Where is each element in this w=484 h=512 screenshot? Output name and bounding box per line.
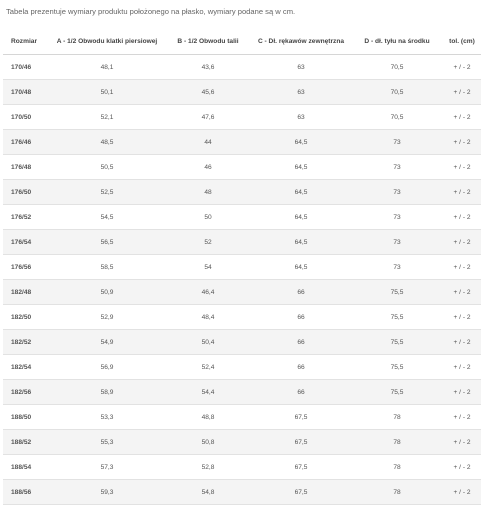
chest-cell: 57,3	[49, 455, 165, 480]
chest-cell: 50,1	[49, 80, 165, 105]
chest-cell: 59,3	[49, 480, 165, 505]
tolerance-cell: + / - 2	[443, 105, 481, 130]
back-length-cell: 73	[351, 255, 443, 280]
waist-cell: 48,8	[165, 405, 251, 430]
back-length-cell: 73	[351, 205, 443, 230]
sleeve-cell: 67,5	[251, 480, 351, 505]
chest-cell: 53,3	[49, 405, 165, 430]
waist-cell: 54,8	[165, 480, 251, 505]
waist-cell: 52,8	[165, 455, 251, 480]
tolerance-cell: + / - 2	[443, 155, 481, 180]
size-cell: 182/54	[3, 355, 49, 380]
waist-cell: 45,6	[165, 80, 251, 105]
size-table	[3, 29, 481, 505]
sleeve-cell: 63	[251, 105, 351, 130]
chest-cell: 54,5	[49, 205, 165, 230]
chest-cell: 48,5	[49, 130, 165, 155]
table-body	[3, 55, 481, 505]
chest-cell: 55,3	[49, 430, 165, 455]
waist-cell: 52,4	[165, 355, 251, 380]
table-row	[3, 130, 481, 155]
chest-cell: 58,9	[49, 380, 165, 405]
size-cell: 188/56	[3, 480, 49, 505]
back-length-cell: 75,5	[351, 355, 443, 380]
size-cell: 182/48	[3, 280, 49, 305]
sleeve-cell: 64,5	[251, 155, 351, 180]
waist-cell: 48	[165, 180, 251, 205]
back-length-cell: 70,5	[351, 105, 443, 130]
chest-cell: 52,9	[49, 305, 165, 330]
table-row	[3, 430, 481, 455]
column-header-tolerance: tol. (cm)	[443, 29, 481, 55]
sleeve-cell: 66	[251, 305, 351, 330]
table-row	[3, 80, 481, 105]
tolerance-cell: + / - 2	[443, 205, 481, 230]
size-cell: 170/50	[3, 105, 49, 130]
table-row	[3, 330, 481, 355]
sleeve-cell: 63	[251, 55, 351, 80]
size-cell: 176/48	[3, 155, 49, 180]
table-row	[3, 480, 481, 505]
chest-cell: 52,5	[49, 180, 165, 205]
back-length-cell: 75,5	[351, 380, 443, 405]
size-cell: 176/46	[3, 130, 49, 155]
back-length-cell: 75,5	[351, 280, 443, 305]
back-length-cell: 75,5	[351, 330, 443, 355]
size-cell: 176/52	[3, 205, 49, 230]
size-cell: 170/48	[3, 80, 49, 105]
column-header-sleeve: C - Dł. rękawów zewnętrzna	[251, 29, 351, 55]
table-row	[3, 380, 481, 405]
chest-cell: 58,5	[49, 255, 165, 280]
waist-cell: 50,8	[165, 430, 251, 455]
table-caption: Tabela prezentuje wymiary produktu położonego na płasko, wymiary podane są w cm.	[6, 7, 296, 16]
tolerance-cell: + / - 2	[443, 430, 481, 455]
size-cell: 170/46	[3, 55, 49, 80]
waist-cell: 44	[165, 130, 251, 155]
tolerance-cell: + / - 2	[443, 455, 481, 480]
chest-cell: 52,1	[49, 105, 165, 130]
tolerance-cell: + / - 2	[443, 330, 481, 355]
chest-cell: 50,9	[49, 280, 165, 305]
size-cell: 182/56	[3, 380, 49, 405]
tolerance-cell: + / - 2	[443, 480, 481, 505]
size-cell: 182/50	[3, 305, 49, 330]
back-length-cell: 70,5	[351, 55, 443, 80]
chest-cell: 56,5	[49, 230, 165, 255]
back-length-cell: 78	[351, 480, 443, 505]
size-cell: 188/54	[3, 455, 49, 480]
sleeve-cell: 64,5	[251, 255, 351, 280]
table-row	[3, 55, 481, 80]
column-header-chest: A - 1/2 Obwodu klatki piersiowej	[49, 29, 165, 55]
size-cell: 182/52	[3, 330, 49, 355]
back-length-cell: 78	[351, 455, 443, 480]
waist-cell: 48,4	[165, 305, 251, 330]
back-length-cell: 78	[351, 430, 443, 455]
waist-cell: 54,4	[165, 380, 251, 405]
tolerance-cell: + / - 2	[443, 180, 481, 205]
tolerance-cell: + / - 2	[443, 280, 481, 305]
tolerance-cell: + / - 2	[443, 355, 481, 380]
back-length-cell: 73	[351, 180, 443, 205]
column-header-size: Rozmiar	[3, 29, 49, 55]
back-length-cell: 78	[351, 405, 443, 430]
waist-cell: 43,6	[165, 55, 251, 80]
chest-cell: 50,5	[49, 155, 165, 180]
table-row	[3, 180, 481, 205]
back-length-cell: 73	[351, 155, 443, 180]
size-cell: 176/50	[3, 180, 49, 205]
table-row	[3, 205, 481, 230]
sleeve-cell: 66	[251, 280, 351, 305]
back-length-cell: 73	[351, 230, 443, 255]
sleeve-cell: 67,5	[251, 405, 351, 430]
table-row	[3, 280, 481, 305]
table-row	[3, 230, 481, 255]
tolerance-cell: + / - 2	[443, 130, 481, 155]
tolerance-cell: + / - 2	[443, 380, 481, 405]
sleeve-cell: 67,5	[251, 430, 351, 455]
sleeve-cell: 66	[251, 355, 351, 380]
sleeve-cell: 64,5	[251, 130, 351, 155]
waist-cell: 50,4	[165, 330, 251, 355]
sleeve-cell: 66	[251, 330, 351, 355]
tolerance-cell: + / - 2	[443, 305, 481, 330]
size-cell: 176/56	[3, 255, 49, 280]
table-row	[3, 155, 481, 180]
sleeve-cell: 66	[251, 380, 351, 405]
table-row	[3, 305, 481, 330]
sleeve-cell: 67,5	[251, 455, 351, 480]
chest-cell: 54,9	[49, 330, 165, 355]
sleeve-cell: 64,5	[251, 180, 351, 205]
back-length-cell: 70,5	[351, 80, 443, 105]
back-length-cell: 75,5	[351, 305, 443, 330]
chest-cell: 56,9	[49, 355, 165, 380]
sleeve-cell: 63	[251, 80, 351, 105]
tolerance-cell: + / - 2	[443, 55, 481, 80]
table-row	[3, 455, 481, 480]
table-row	[3, 255, 481, 280]
size-cell: 188/50	[3, 405, 49, 430]
sleeve-cell: 64,5	[251, 205, 351, 230]
back-length-cell: 73	[351, 130, 443, 155]
column-header-waist: B - 1/2 Obwodu talii	[165, 29, 251, 55]
table-header-row	[3, 29, 481, 55]
size-cell: 188/52	[3, 430, 49, 455]
sleeve-cell: 64,5	[251, 230, 351, 255]
tolerance-cell: + / - 2	[443, 405, 481, 430]
table-row	[3, 405, 481, 430]
waist-cell: 50	[165, 205, 251, 230]
chest-cell: 48,1	[49, 55, 165, 80]
tolerance-cell: + / - 2	[443, 255, 481, 280]
waist-cell: 54	[165, 255, 251, 280]
tolerance-cell: + / - 2	[443, 80, 481, 105]
waist-cell: 46,4	[165, 280, 251, 305]
table-row	[3, 355, 481, 380]
tolerance-cell: + / - 2	[443, 230, 481, 255]
size-cell: 176/54	[3, 230, 49, 255]
column-header-back-length: D - dł. tyłu na środku	[351, 29, 443, 55]
waist-cell: 47,6	[165, 105, 251, 130]
table-row	[3, 105, 481, 130]
waist-cell: 46	[165, 155, 251, 180]
waist-cell: 52	[165, 230, 251, 255]
